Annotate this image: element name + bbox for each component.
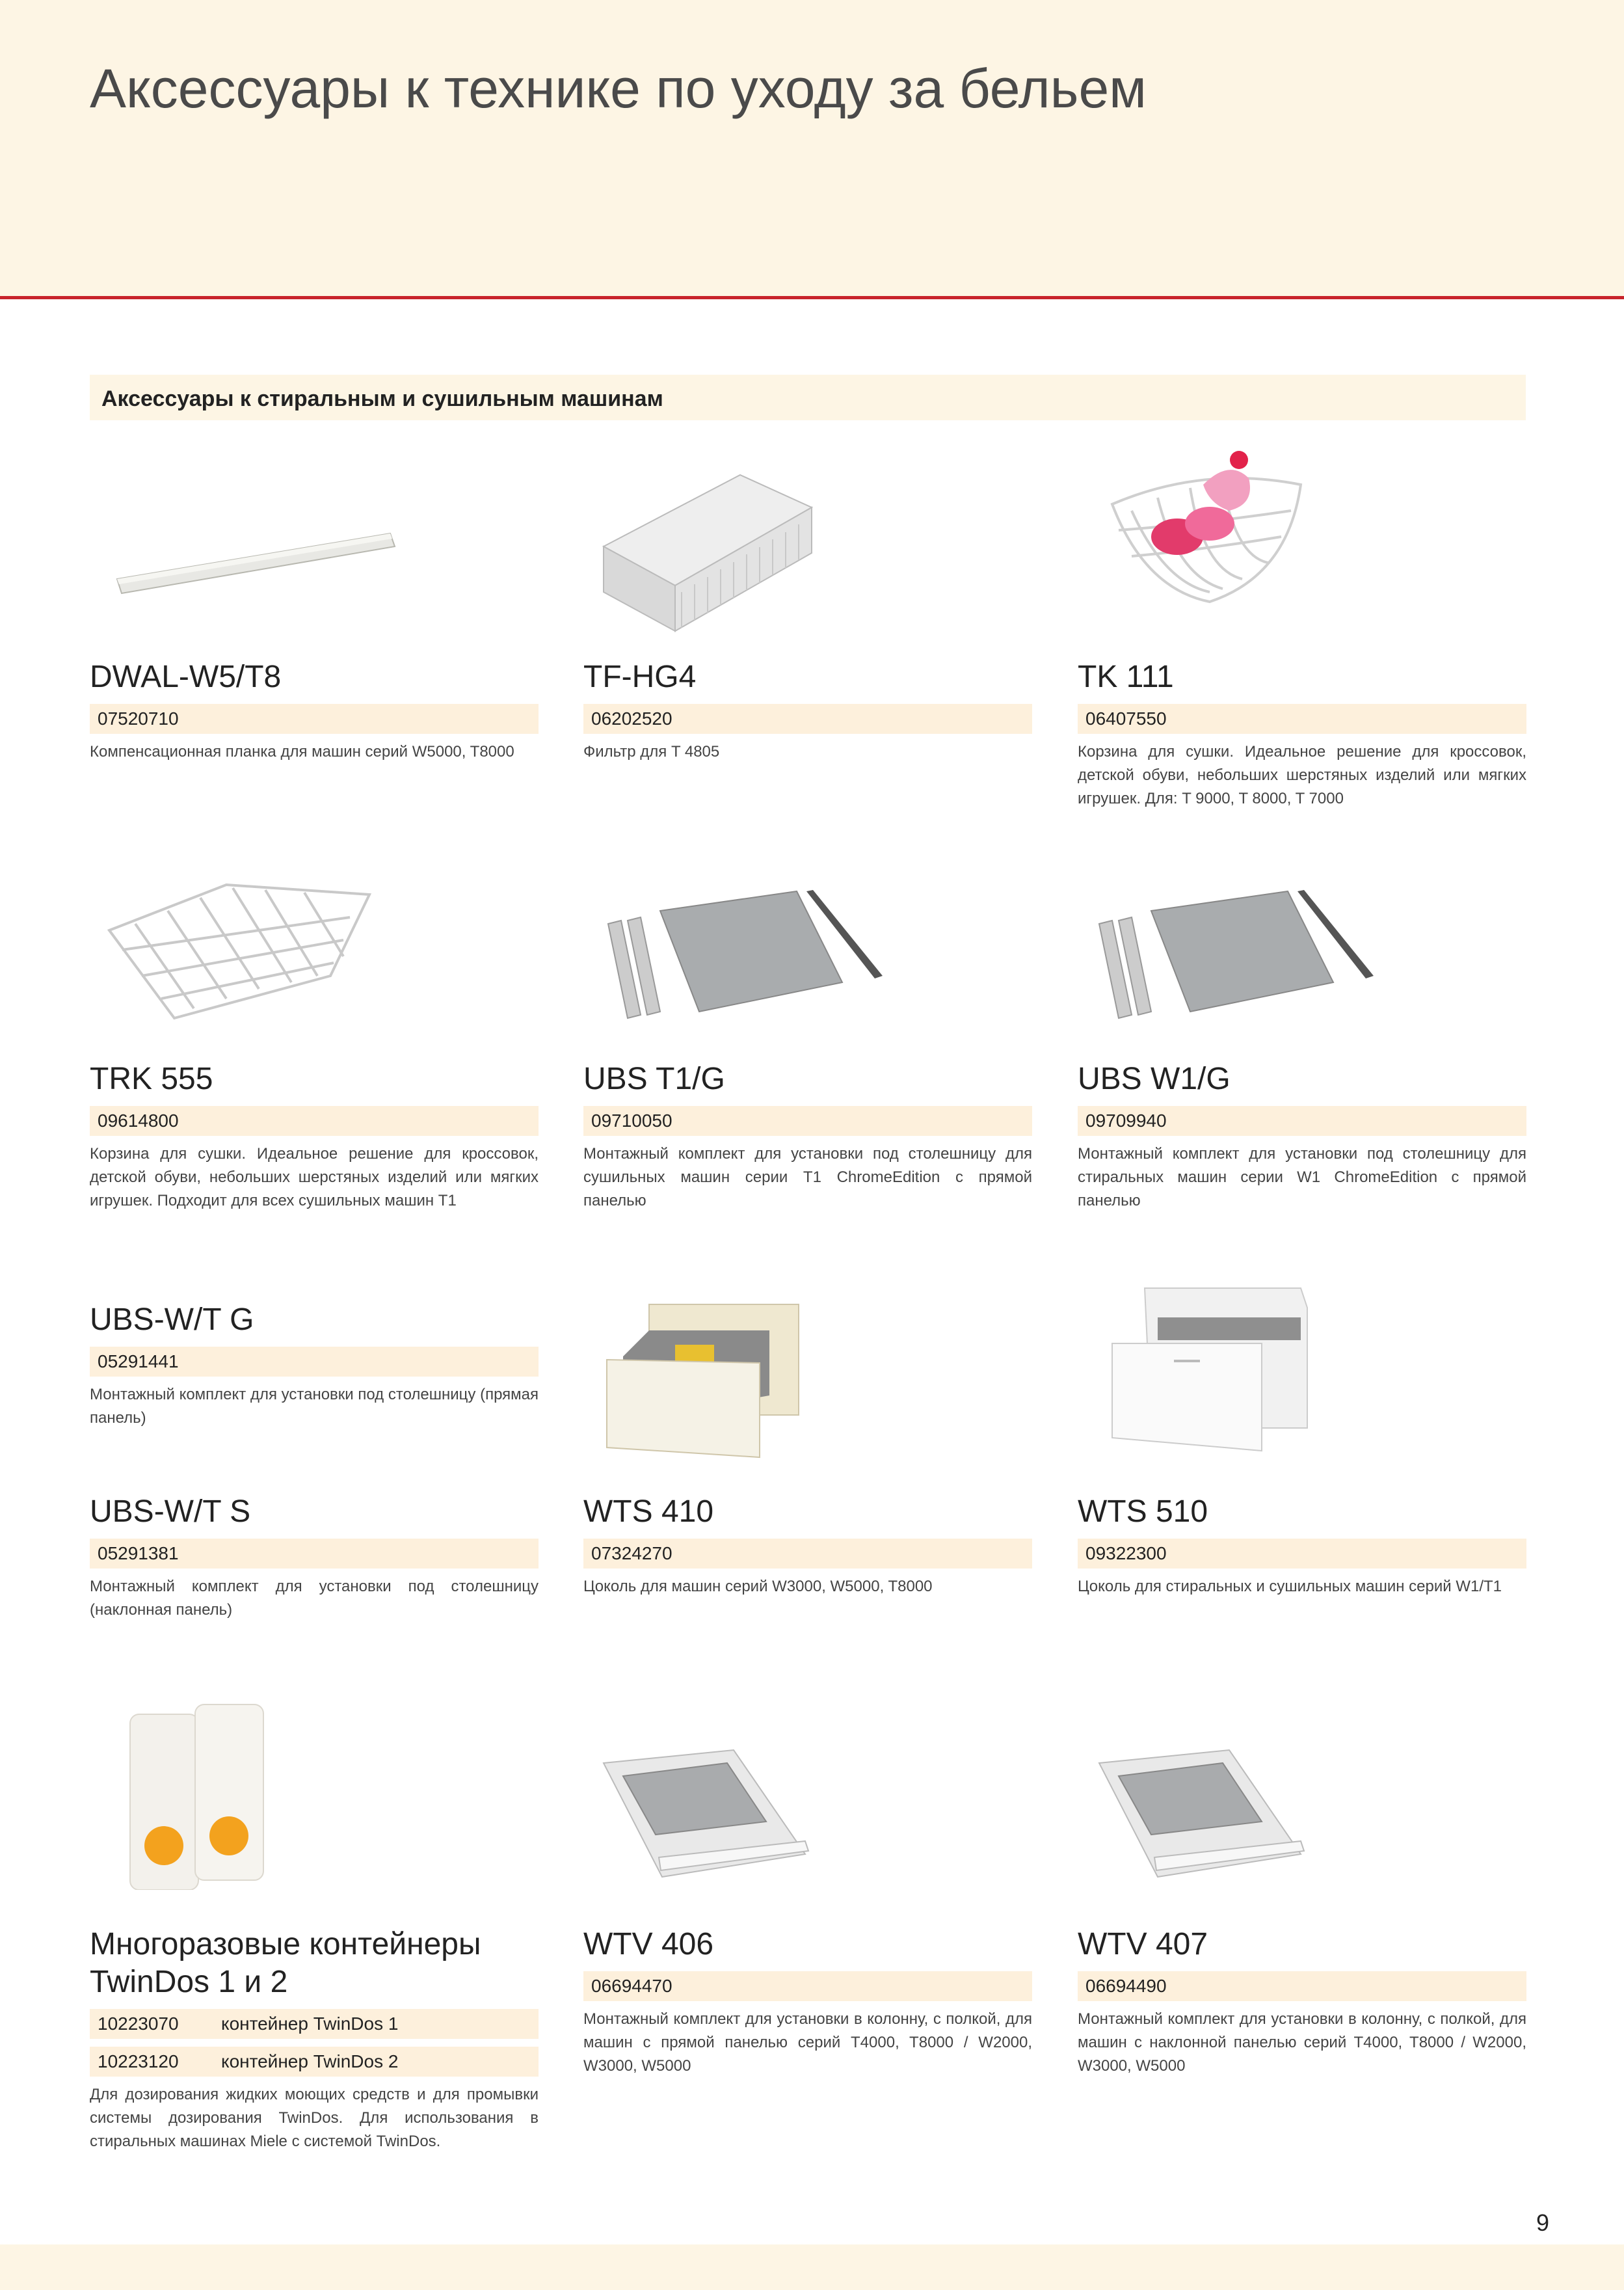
product-description: Монтажный комплект для установки под столешницу для стиральных машин серии W1 ChromeEdition с прямой панелью: [1078, 1145, 1526, 1209]
product-code: [1078, 1539, 1526, 1569]
product-name: TRK 555: [90, 1062, 213, 1096]
product-code-value: 06202520: [591, 708, 672, 729]
product-tk-111: [1078, 658, 1526, 811]
undercounter-kit-w1-image: [1093, 885, 1379, 1021]
product-code-value: 06694470: [591, 1976, 672, 1996]
product-code: [90, 704, 539, 734]
product-description: Монтажный комплект для установки под столешницу (наклонная панель): [90, 1578, 539, 1619]
product-description: Монтажный комплект для установки под столешницу (прямая панель): [90, 1386, 539, 1427]
product-description: Монтажный комплект для установки в колонну, с полкой, для машин с прямой панелью серий T4000, T8000 / W2000, W3000, W5000: [583, 2010, 1032, 2075]
plinth-wts410-image: [604, 1298, 805, 1461]
product-code-value: 05291441: [98, 1351, 179, 1371]
product-name: UBS-W/T G: [90, 1302, 254, 1337]
product-description: Монтажный комплект для установки в колонну, с полкой, для машин с наклонной панелью серий T4000, T8000 / W2000, W3000, W5000: [1078, 2010, 1526, 2075]
product-code-value: 09709940: [1085, 1111, 1167, 1131]
product-description: Корзина для сушки. Идеальное решение для кроссовок, детской обуви, небольших шерстяных изделий или мягких игрушек. Для: T 9000, T 8000, T 7000: [1078, 743, 1526, 807]
product-ubs-w1-g: [1078, 1060, 1526, 1213]
product-name: TK 111: [1078, 660, 1174, 694]
product-name: UBS W1/G: [1078, 1062, 1231, 1096]
section-title: Аксессуары к стиральным и сушильным машинам: [101, 386, 663, 411]
product-code-1: [90, 2009, 539, 2039]
product-code: [1078, 704, 1526, 734]
filter-image: [597, 468, 818, 638]
product-name: WTV 407: [1078, 1927, 1208, 1961]
stacking-kit-wtv406-image: [597, 1744, 812, 1887]
product-name-line2: TwinDos 1 и 2: [90, 1965, 288, 1999]
footer-band: [0, 2244, 1624, 2290]
product-code-value: 09614800: [98, 1111, 179, 1131]
drying-basket-image: [1093, 446, 1320, 621]
product-ubs-w-t-g: [90, 1301, 539, 1430]
product-code-value: 05291381: [98, 1543, 179, 1563]
product-description: Компенсационная планка для машин серий W5000, T8000: [90, 743, 514, 761]
product-code-value: 07520710: [98, 708, 179, 729]
product-code: [1078, 1106, 1526, 1136]
product-code-value: 10223070: [98, 2014, 179, 2034]
product-dwal-w5-t8: [90, 658, 539, 764]
twindos-containers-image: [124, 1701, 267, 1890]
product-name: DWAL-W5/T8: [90, 660, 282, 694]
product-code: [90, 1347, 539, 1377]
product-code-value: 06694490: [1085, 1976, 1167, 1996]
product-code: [583, 1971, 1032, 2001]
product-name-line1: Многоразовые контейнеры: [90, 1927, 481, 1961]
product-tf-hg4: [583, 658, 1032, 764]
product-code-2: [90, 2047, 539, 2077]
plinth-wts510-image: [1106, 1282, 1314, 1457]
product-code-label: контейнер TwinDos 2: [221, 2051, 399, 2071]
product-name: WTV 406: [583, 1927, 714, 1961]
product-name: WTS 510: [1078, 1494, 1208, 1529]
product-description: Для дозирования жидких моющих средств и для промывки системы дозирования TwinDos. Для использования в стиральных машинах Miele с системой TwinDos.: [90, 2086, 539, 2150]
product-wtv-406: [583, 1926, 1032, 2078]
product-name: TF-HG4: [583, 660, 697, 694]
product-name: WTS 410: [583, 1494, 714, 1529]
section-header: [90, 375, 1526, 420]
product-description: Фильтр для T 4805: [583, 743, 720, 761]
compensation-bar-image: [114, 520, 400, 599]
product-code: [90, 1539, 539, 1569]
product-code: [583, 704, 1032, 734]
product-description: Цоколь для стиральных и сушильных машин серий W1/T1: [1078, 1578, 1502, 1595]
product-description: Цоколь для машин серий W3000, W5000, T8000: [583, 1578, 933, 1595]
undercounter-kit-t1-image: [602, 885, 888, 1021]
page-number: 9: [1536, 2209, 1550, 2236]
product-wtv-407: [1078, 1926, 1526, 2078]
product-code: [90, 1106, 539, 1136]
product-wts-410: [583, 1493, 1032, 1598]
product-twindos-containers: [90, 1926, 539, 2153]
product-code-value: 10223120: [98, 2051, 179, 2071]
product-description: Монтажный комплект для установки под столешницу для сушильных машин серии T1 ChromeEdition с прямой панелью: [583, 1145, 1032, 1209]
product-code-value: 09322300: [1085, 1543, 1167, 1563]
product-code: [583, 1539, 1032, 1569]
drying-basket-large-image: [96, 878, 376, 1028]
product-code-value: 07324270: [591, 1543, 672, 1563]
page-title: Аксессуары к технике по уходу за бельем: [90, 58, 1147, 119]
product-code-value: 06407550: [1085, 708, 1167, 729]
product-ubs-w-t-s: [90, 1493, 539, 1622]
header-band: [0, 0, 1624, 299]
product-wts-510: [1078, 1493, 1526, 1598]
product-trk-555: [90, 1060, 539, 1213]
product-name: UBS T1/G: [583, 1062, 725, 1096]
product-ubs-t1-g: [583, 1060, 1032, 1213]
product-description: Корзина для сушки. Идеальное решение для кроссовок, детской обуви, небольших шерстяных изделий или мягких игрушек. Подходит для всех сушильных машин T1: [90, 1145, 539, 1209]
product-code: [583, 1106, 1032, 1136]
product-code-value: 09710050: [591, 1111, 672, 1131]
product-name: UBS-W/T S: [90, 1494, 251, 1529]
product-code-label: контейнер TwinDos 1: [221, 2014, 399, 2034]
stacking-kit-wtv407-image: [1093, 1744, 1307, 1887]
product-code: [1078, 1971, 1526, 2001]
